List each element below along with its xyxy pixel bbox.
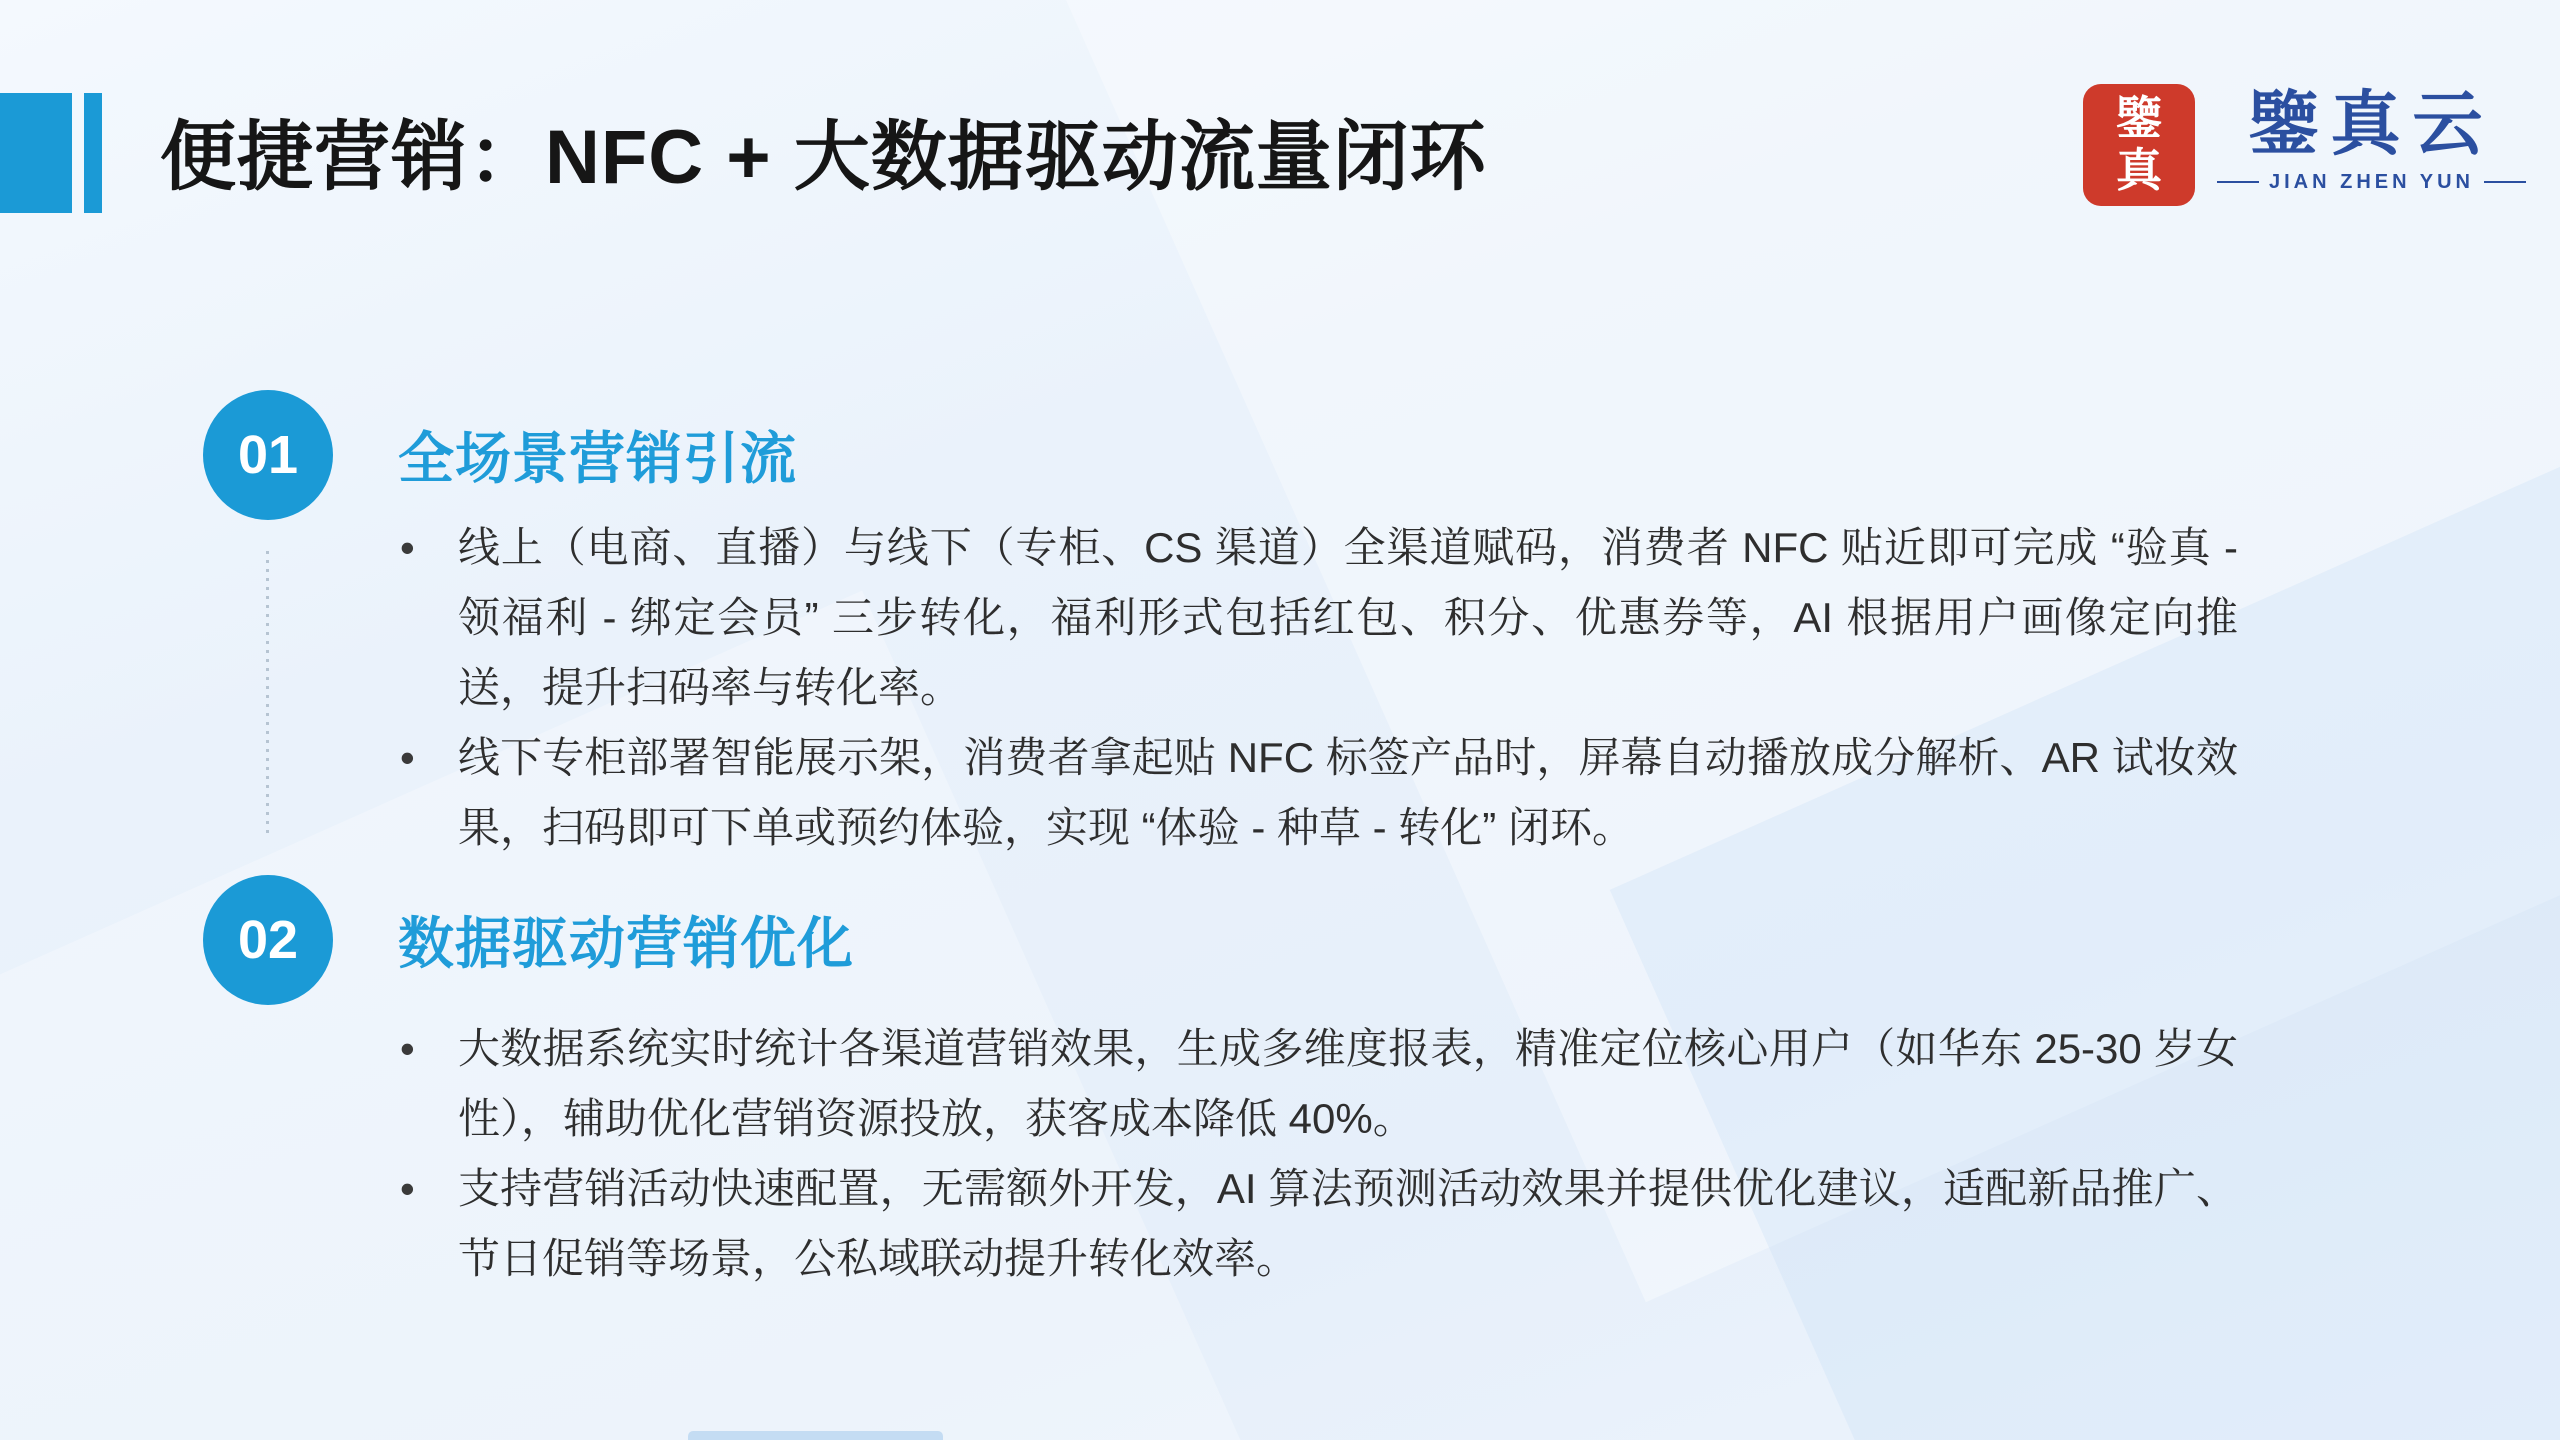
section-number-02: 02 <box>237 910 299 970</box>
bullet-item: • 线上（电商、直播）与线下（专柜、CS 渠道）全渠道赋码，消费者 NFC 贴近即可完成 “验真 - 领福利 - 绑定会员” 三步转化，福利形式包括红包、积分、优惠券等，AI 根据用户画像定向推送，提升扫码率与转化率。 <box>398 513 2238 723</box>
subtitle-left-rule <box>2217 181 2259 183</box>
section-heading-02: 数据驱动营销优化 <box>398 912 854 975</box>
brand-text-block <box>2217 84 2526 194</box>
brand-seal-icon <box>2083 84 2195 206</box>
bullet-item: • 线下专柜部署智能展示架，消费者拿起贴 NFC 标签产品时，屏幕自动播放成分解析、AR 试妆效果，扫码即可下单或预约体验，实现 “体验 - 种草 - 转化” 闭环。 <box>398 723 2238 863</box>
brand-subtitle <box>2217 171 2526 194</box>
section-01-bullet-list <box>398 513 2238 863</box>
section-heading-01: 全场景营销引流 <box>398 427 797 490</box>
section-number-01: 01 <box>237 425 299 485</box>
seal-character-top: 鑒 <box>2116 91 2162 146</box>
title-accent-bar-thin <box>84 93 102 213</box>
brand-subtitle-text: JIAN ZHEN YUN <box>2269 170 2474 193</box>
seal-character-bottom: 真 <box>2116 143 2162 197</box>
brand-logo <box>2083 84 2526 206</box>
title-accent-bar-wide <box>0 93 72 213</box>
section-02-bullet-list <box>398 1014 2238 1294</box>
bullet-item: • 支持营销活动快速配置，无需额外开发，AI 算法预测活动效果并提供优化建议，适配新品推广、节日促销等场景，公私域联动提升转化效率。 <box>398 1154 2238 1294</box>
subtitle-right-rule <box>2484 181 2526 183</box>
section-number-badge-02 <box>203 875 333 1005</box>
brand-name: 鑒真云 <box>2248 82 2495 165</box>
slide-title: 便捷营销：NFC + 大数据驱动流量闭环 <box>160 115 1487 200</box>
background-bottom-strip <box>688 1431 943 1440</box>
section-number-badge-01 <box>203 390 333 520</box>
bullet-item: • 大数据系统实时统计各渠道营销效果，生成多维度报表，精准定位核心用户（如华东 25-30 岁女性），辅助优化营销资源投放，获客成本降低 40%。 <box>398 1014 2238 1154</box>
section-connector-dotted-line <box>266 551 269 839</box>
